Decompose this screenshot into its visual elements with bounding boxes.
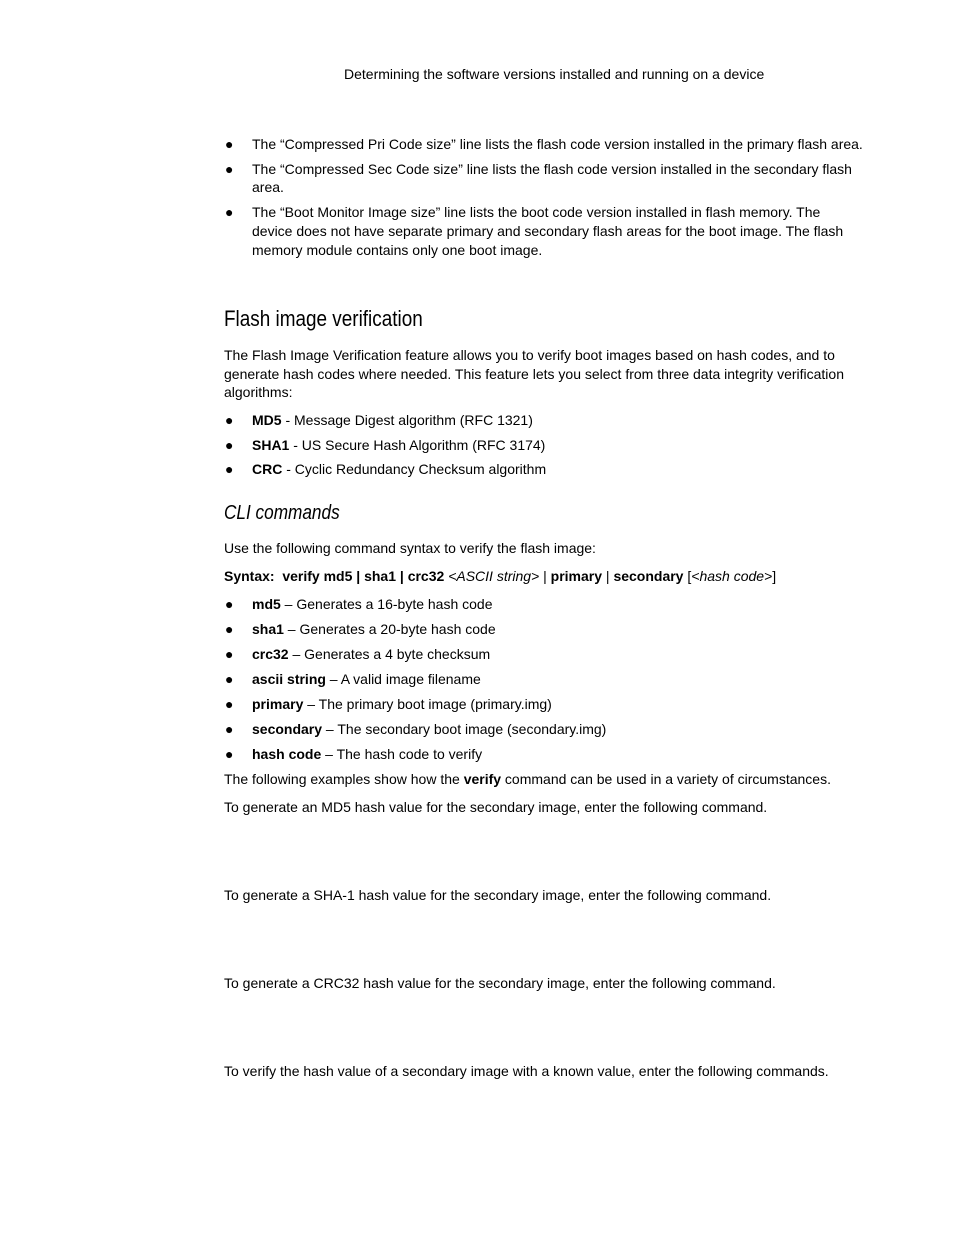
list-item: ● hash code – The hash code to verify	[225, 746, 483, 762]
verify-example-text: To verify the hash value of a secondary image with a known value, enter the following commands.	[224, 1063, 829, 1079]
list-item: ● ascii string – A valid image filename	[225, 671, 481, 687]
list-item: ● SHA1 - US Secure Hash Algorithm (RFC 3174)	[225, 436, 546, 453]
section-heading: Flash image verification	[224, 306, 423, 331]
list-item: ● secondary – The secondary boot image (secondary.img)	[225, 721, 607, 737]
syntax-line: Syntax: verify md5 | sha1 | crc32 <ASCII string> | primary | secondary [<hash code>]	[224, 568, 777, 584]
bullet-icon: ●	[225, 136, 234, 152]
bullet-icon: ●	[225, 436, 234, 453]
bullet-icon: ●	[225, 621, 234, 637]
bullet-icon: ●	[225, 204, 234, 221]
list-item: ● md5 – Generates a 16-byte hash code	[225, 596, 493, 612]
bullet-icon: ●	[225, 671, 234, 687]
running-header: Determining the software versions installed and running on a device	[344, 66, 765, 82]
intro-bullet-list	[224, 135, 869, 259]
section-intro: The Flash Image Verification feature allows you to verify boot images based on hash codes, and to generate hash codes where needed. This feature lets you select from three data integrity verification algorithms:	[224, 347, 844, 401]
bullet-icon: ●	[225, 721, 234, 737]
bullet-icon: ●	[225, 412, 234, 428]
cli-intro: Use the following command syntax to verify the flash image:	[224, 540, 596, 556]
list-item: ● primary – The primary boot image (primary.img)	[225, 696, 552, 712]
bullet-icon: ●	[225, 696, 234, 712]
list-item: ● sha1 – Generates a 20-byte hash code	[225, 621, 496, 637]
bullet-icon: ●	[225, 746, 234, 762]
list-item: ● The “Compressed Sec Code size” line lists the flash code version installed in the secondary flash area.	[225, 160, 852, 196]
bullet-icon: ●	[225, 596, 234, 612]
parameter-list	[224, 595, 869, 764]
list-item: ● CRC - Cyclic Redundancy Checksum algorithm	[225, 461, 547, 478]
algorithm-list	[224, 411, 869, 479]
bullet-icon: ●	[225, 461, 234, 478]
subsection-heading: CLI commands	[224, 502, 340, 524]
list-item: ● MD5 - Message Digest algorithm (RFC 1321)	[225, 412, 533, 428]
list-item: ● The “Compressed Pri Code size” line lists the flash code version installed in the primary flash area.	[225, 136, 863, 152]
bullet-icon: ●	[225, 646, 234, 662]
list-item: ● The “Boot Monitor Image size” line lists the boot code version installed in flash memory. The device does not have separate primary and secondary flash areas for the boot image. The flash memory module contains only one boot image.	[225, 204, 844, 258]
bullet-icon: ●	[225, 160, 234, 177]
sha1-example-text: To generate a SHA-1 hash value for the secondary image, enter the following command.	[224, 887, 772, 903]
list-item: ● crc32 – Generates a 4 byte checksum	[225, 646, 491, 662]
examples-intro: The following examples show how the verify command can be used in a variety of circumstances.	[224, 771, 831, 787]
crc32-example-text: To generate a CRC32 hash value for the secondary image, enter the following command.	[224, 975, 776, 991]
md5-example-text: To generate an MD5 hash value for the secondary image, enter the following command.	[224, 799, 768, 815]
